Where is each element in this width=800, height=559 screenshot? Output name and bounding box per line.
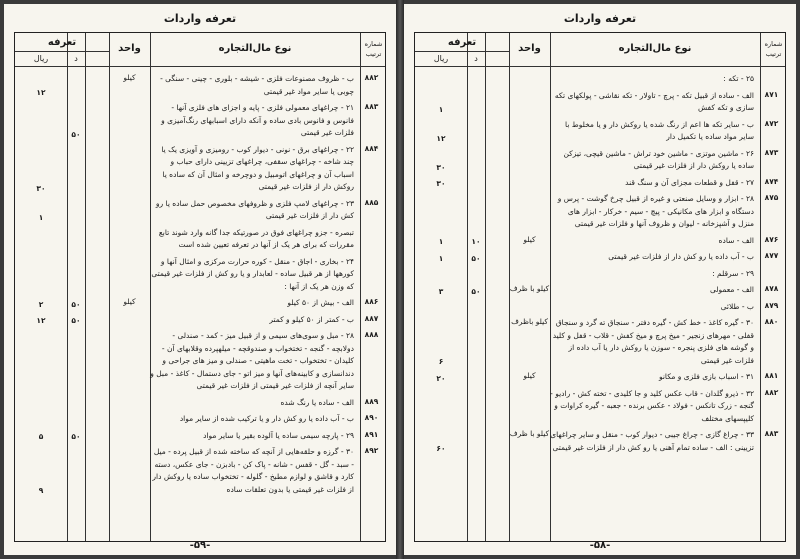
table-row <box>415 268 785 285</box>
row-number: ۸۷۲ <box>764 118 779 128</box>
row-description: ۲۷ - قفل و قطعات مجزای آن و سنگ قند <box>625 177 754 187</box>
table-row <box>15 397 385 414</box>
row-description: ۲۵ - تکه : <box>723 74 754 83</box>
row-rial-value: ۵ <box>38 432 44 441</box>
row-number: ۸۹۱ <box>364 429 379 439</box>
table-row <box>15 198 385 227</box>
row-description: الف - ساده یا رنگ شده <box>280 397 354 407</box>
row-description: ۳۱ - اسباب بازی فلزی و مکانو <box>658 372 754 381</box>
row-number: ۸۷۱ <box>764 89 779 99</box>
row-number: ۸۸۸ <box>364 330 379 339</box>
row-description: ۲۱ - چراغهای معمولی فلزی - پایه و اجزای های فلزی آنها - فانوس و فانوس بادی ساده و آنکه دارای اسبابهای رنگ‌آمیزی و فلزات غیر قیمتی <box>161 103 354 137</box>
row-unit: کیلو <box>523 371 536 380</box>
num-header: شماره ترتیب <box>764 40 783 58</box>
tariff-table <box>14 32 386 542</box>
row-number: ۸۸۰ <box>764 317 779 326</box>
row-rial-value: ۶ <box>438 357 444 366</box>
table-row <box>15 314 385 331</box>
row-description: ۳۰ - گرزه و حلقه‌هایی از آنچه که ساخته شده از قبیل پرده - میل - سبد - گل - قفس - شانه - پاک کن - بادبزن - جای عکس، دسته کارد و قاشق و لوازم مطبخ - گلوله - تختخواب ساده یا روکش دار از فلزات غیر قیمتی یا بدون تعلقات ساده <box>152 447 354 494</box>
row-rial-value: ۱۲ <box>36 88 46 97</box>
row-rial-value: ۳۰ <box>436 179 446 188</box>
left-page <box>4 4 396 555</box>
page-number: -۵۸- <box>589 540 611 551</box>
row-description: تبصره - جزو چراغهای فوق در صورتیکه جدا گانه وارد شوند تابع مقررات که برای هر یک از آنها در تعرفه تعیین شده است <box>158 227 354 249</box>
table-row <box>415 317 785 371</box>
table-row <box>15 413 385 430</box>
row-unit: کیلو با ظرف <box>509 429 550 438</box>
row-d-value: ۱۰ <box>471 237 481 246</box>
table-row <box>415 371 785 388</box>
row-number: ۸۹۲ <box>364 446 379 455</box>
row-number: ۸۸۲ <box>764 387 779 397</box>
table-row <box>415 119 785 148</box>
row-rial-value: ۱ <box>438 237 444 246</box>
row-d-value: ۵۰ <box>71 129 81 139</box>
table-row <box>415 148 785 177</box>
table-row <box>15 227 385 256</box>
row-rial-value: ۹ <box>38 486 44 495</box>
row-rial-value: ۳ <box>438 286 444 296</box>
row-description: ب - طلائی <box>720 301 754 311</box>
table-row <box>415 251 785 268</box>
row-rial-value: ۱۲ <box>36 316 46 325</box>
row-unit: کیلو <box>123 297 136 306</box>
row-rial-value: ۲ <box>38 299 44 309</box>
page-title: تعرفه واردات <box>563 12 637 25</box>
row-number: ۸۷۳ <box>764 147 779 157</box>
table-row <box>15 330 385 397</box>
row-description: ب - سایر تکه ها اعم از رنگ شده یا روکش دار و یا مخلوط با سایر مواد ساده یا تکمیل دار <box>565 119 754 141</box>
row-description: ب - ظروف مصنوعات فلزی - شیشه - بلوری - چینی - سنگی - چوبی یا سایر مواد غیر قیمتی <box>160 74 354 96</box>
row-number: ۸۷۶ <box>764 234 779 244</box>
table-row <box>15 144 385 198</box>
row-d-value: ۵۰ <box>71 432 81 441</box>
page-title: تعرفه واردات <box>163 12 237 25</box>
row-description: الف - ساده از قبیل تکه - پرچ - تاولار - تکه نقاشی - پولکهای تکه سازی و تکه کفش <box>554 90 754 112</box>
row-description: ب - آب داده یا رو کش دار و یا ترکیب شده از سایر مواد <box>179 414 354 423</box>
table-row <box>15 102 385 144</box>
row-number: ۸۸۱ <box>764 371 779 380</box>
row-rial-value: ۳۰ <box>36 183 46 193</box>
row-description: ب - کمتر از ۵۰ کیلو و کمتر <box>269 314 354 324</box>
row-number: ۸۸۲ <box>364 73 379 82</box>
row-number: ۸۷۷ <box>764 251 779 260</box>
row-rial-value: ۱ <box>438 104 444 114</box>
table-row <box>15 446 385 500</box>
table-row <box>15 297 385 314</box>
row-description: ۲۶ - ماشین موتزی - ماشین خود تراش - ماشین قیچی، تیزکن ساده یا روکش دار از فلزات غیر قیمتی <box>563 148 754 170</box>
row-number: ۸۷۴ <box>764 176 779 186</box>
tariff-table <box>414 32 786 542</box>
row-number: ۸۸۳ <box>364 102 379 111</box>
table-row <box>415 388 785 430</box>
row-number: ۸۸۹ <box>364 396 379 406</box>
row-rial-value: ۱۲ <box>436 133 446 143</box>
table-row <box>415 284 785 301</box>
row-number: ۸۷۹ <box>764 300 779 310</box>
desc-header: نوع مال‌التجاره <box>218 43 292 54</box>
table-row <box>415 177 785 194</box>
table-row <box>415 90 785 119</box>
row-number: ۸۸۵ <box>364 197 379 207</box>
desc-header: نوع مال‌التجاره <box>618 43 692 54</box>
row-number: ۸۷۸ <box>764 284 779 293</box>
row-description: ۲۹ - سرقلم : <box>712 268 754 278</box>
row-description: ب - آب داده یا رو کش دار از فلزات غیر قیمتی <box>608 252 754 261</box>
page-number: -۵۹- <box>189 540 211 551</box>
unit-header: واحد <box>118 43 141 54</box>
row-rial-value: ۱ <box>38 212 44 222</box>
row-unit: کیلو <box>523 234 536 244</box>
d-header: د <box>74 54 78 63</box>
row-rial-value: ۲۰ <box>436 373 446 383</box>
right-page <box>404 4 796 555</box>
table-row <box>415 73 785 90</box>
book-gutter <box>396 0 404 559</box>
row-unit: کیلو باظرف <box>511 317 548 326</box>
row-description: ۲۴ - بخاری - اجاق - منقل - کوره حرارت مرکزی و امثال آنها و کورهها از هر قبیل ساده - لعابدار و یا رو کش از فلزات غیر قیمتی که وزن هر یک از آنها : <box>151 256 354 291</box>
table-row <box>15 430 385 447</box>
d-header: د <box>474 54 478 63</box>
row-d-value: ۵۰ <box>471 286 481 296</box>
row-number: ۸۸۷ <box>364 313 379 323</box>
row-unit: کیلو با ظرف <box>509 284 550 293</box>
table-row <box>415 429 785 458</box>
num-header: شماره ترتیب <box>364 40 383 58</box>
row-description: ۲۳ - چراغهای لامپ فلزی و ظروفهای مخصوص حمل ساده یا رو کش دار از فلزات غیر قیمتی <box>155 198 354 220</box>
row-description: الف - ساده <box>718 235 754 245</box>
row-description: ۳۲ - ذیرو گلدان - قاب عکس کلید و جا کلیدی - تخته کش - رادیو - گنجه - زرک تانکس - فولاد - عکس برنده - جعبه - گیره کراوات و کلیپسهای مختلف <box>550 388 754 423</box>
table-row <box>415 193 785 235</box>
row-description: ۲۲ - چراغهای برق - نونی - دیوار کوب - رومیزی و آویزی یک یا چند شاخه - چراغهای سقفی، چراغهای تزیینی دارای حباب و اسباب آن و چراغهای اتومبیل و دوچرخه و امثال آن که ساده یا روکش دار از فلزات غیر قیمتی <box>161 144 354 191</box>
row-description: ۲۹ - پارچه سیمی ساده یا آلوده بقیر یا سایر مواد <box>203 430 354 440</box>
table-row <box>415 301 785 318</box>
rial-header: ریال <box>433 54 449 63</box>
row-rial-value: ۱ <box>438 253 444 263</box>
tariff-header: تعرفه <box>47 37 77 48</box>
row-description: ۳۳ - چراغ گازی - چراغ جیبی - دیوار کوب - منقل و سایر چراغهای تزیینی : الف - ساده تمام آهنی یا رو کش دار از فلزات غیر قیمتی <box>550 430 754 452</box>
row-number: ۸۸۳ <box>764 429 779 438</box>
row-number: ۸۸۶ <box>364 297 379 306</box>
row-d-value: ۵۰ <box>71 316 81 325</box>
table-row <box>415 235 785 252</box>
unit-header: واحد <box>518 43 541 54</box>
row-rial-value: ۳۰ <box>436 162 446 172</box>
tariff-header: تعرفه <box>447 37 477 48</box>
row-description: الف - معمولی <box>710 285 754 294</box>
row-description: ۳۰ - گیره کاغذ - خط کش - گیره دفتر - سنجاق ته گرد و سنجاق قفلی - مهرهای زنجیر - میخ پرچ و میخ کفش - قلاب - قفل و کلید و گوشه های فلزی پنجره - سوزن یا روکش دار یا آب داده از فلزات غیر قیمتی <box>552 318 754 365</box>
table-row <box>15 256 385 298</box>
row-number: ۸۹۰ <box>364 413 379 422</box>
row-d-value: ۵۰ <box>71 299 81 309</box>
table-row <box>15 73 385 102</box>
row-number: ۸۷۵ <box>764 193 779 202</box>
row-description: الف - بیش از ۵۰ کیلو <box>287 298 354 307</box>
row-rial-value: ۶۰ <box>436 444 446 453</box>
row-d-value: ۵۰ <box>471 253 481 263</box>
rial-header: ریال <box>33 54 49 63</box>
row-number: ۸۸۴ <box>364 143 379 153</box>
row-description: ۲۸ - مبل و سوی‌های سیمی و از قبیل میز - کمد - صندلی - دولابچه - گنجه - تختخواب و صندوقچه - میلهپرده وقلابهای آن - کلیدان - تختخواب - تخت ماهیتی - صندلی و میز های جراحی و دندانسازی و کابینه‌های آنها و میز اتو - جای دستمال - کاغذ - مبل و سایر آنچه از فلزات غیر قیمتی از فلزات غیر قیمتی <box>150 331 354 390</box>
row-description: ۲۸ - ابزار و وسایل صنعتی و غیره از قبیل چرخ گوشت - پرس و دستگاه و ابزار های مکانیکی - پیچ - سیم - خرکار - ابزار های منزل و آشپزخانه - لیوان و ظروف آنها و فلزات غیر قیمتی <box>557 194 754 228</box>
row-unit: کیلو <box>123 73 136 82</box>
